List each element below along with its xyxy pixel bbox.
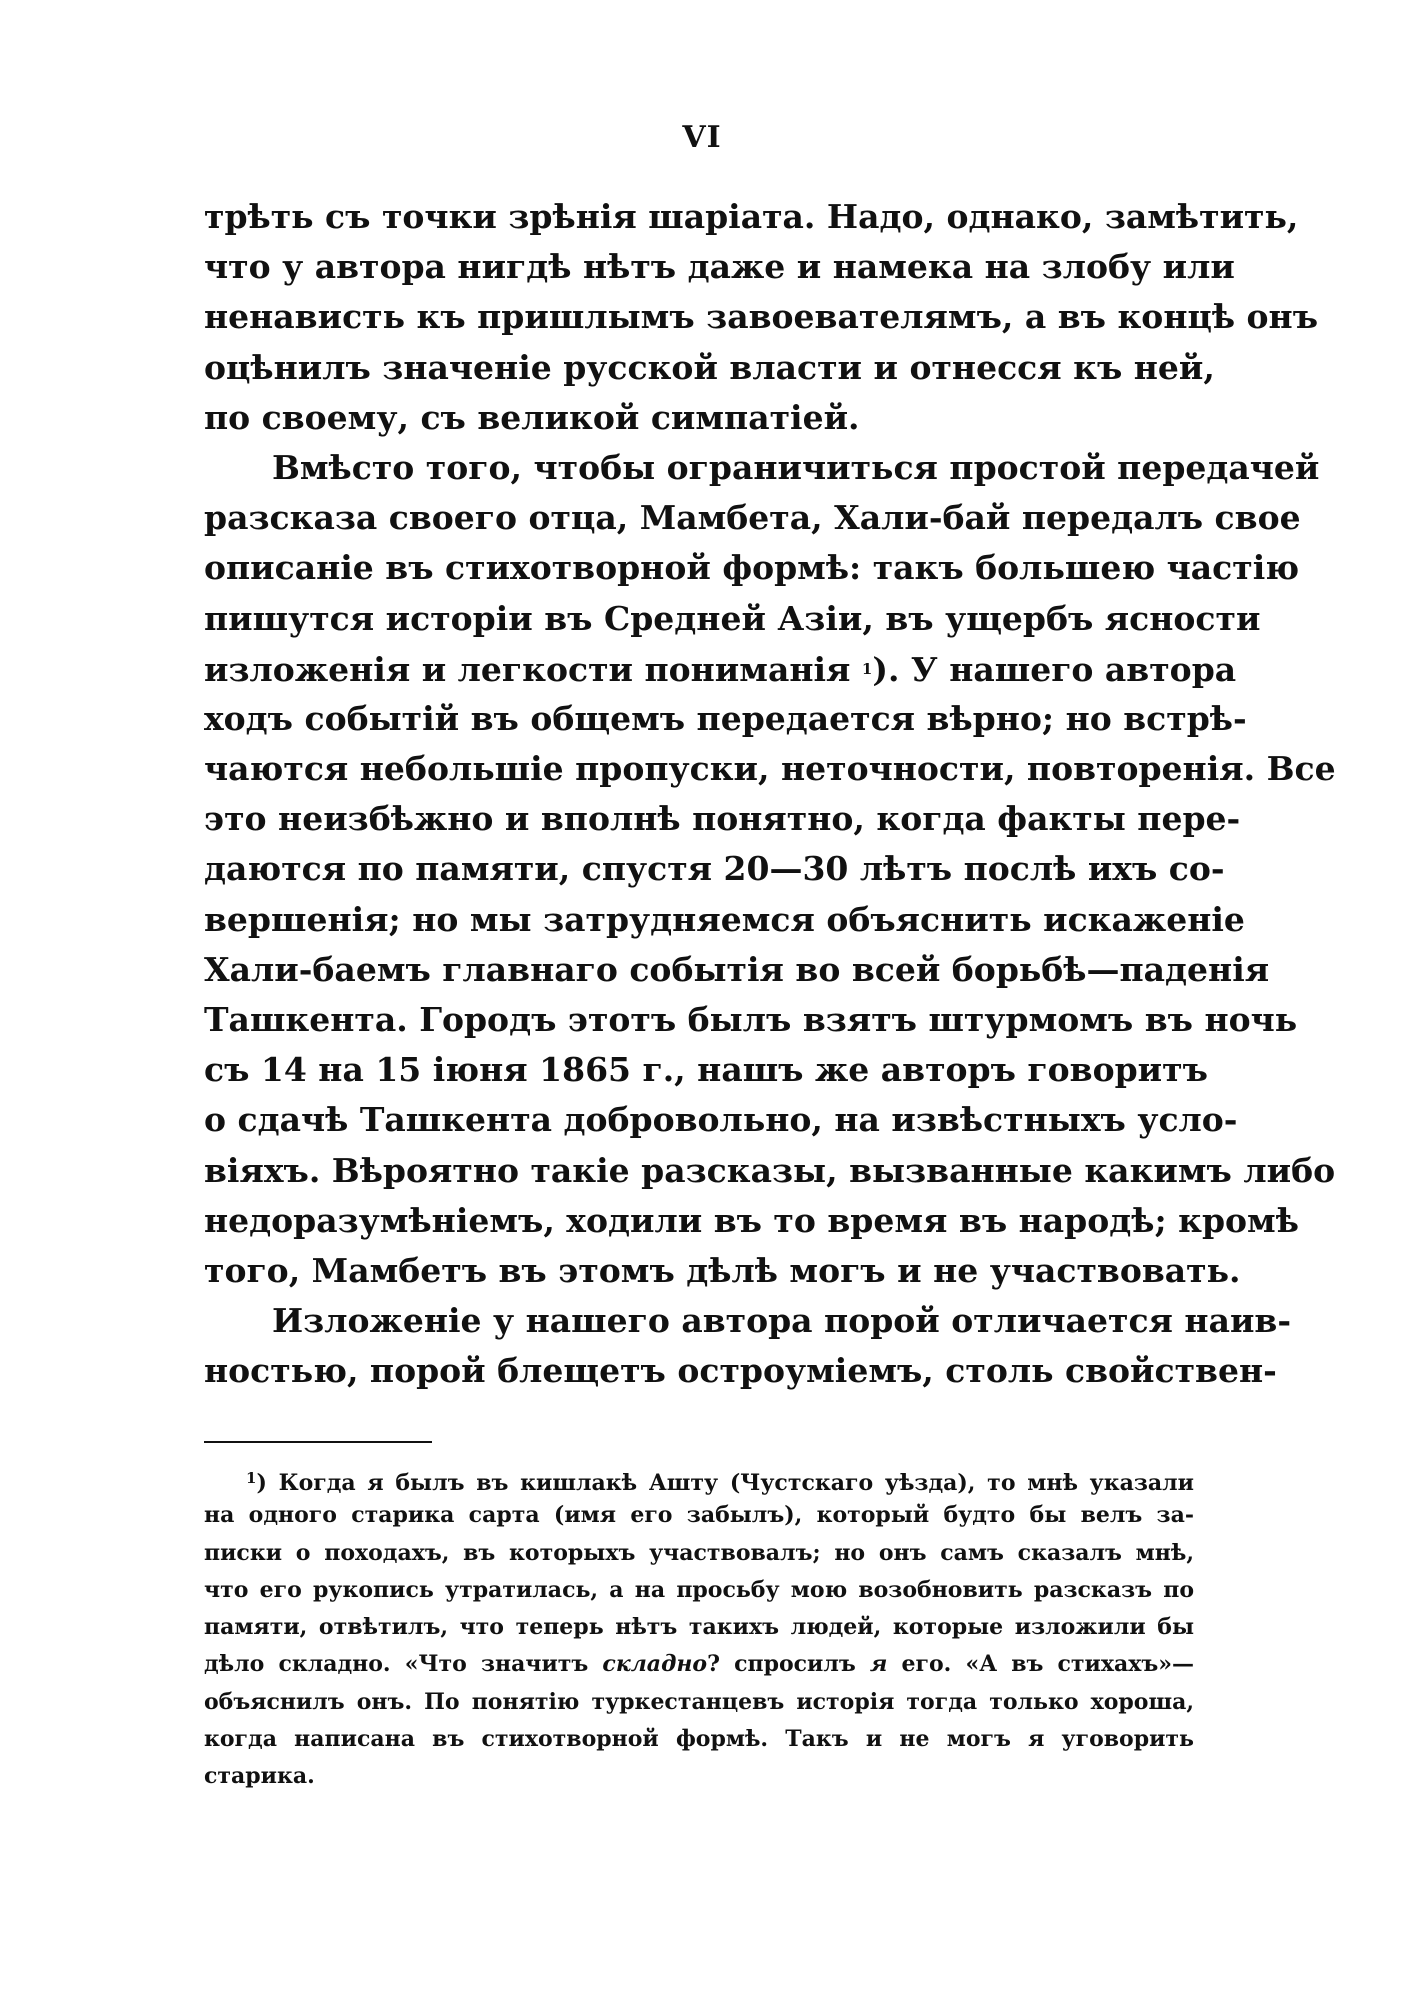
text-line: ненависть къ пришлымъ завоевателямъ, а въ концѣ онъ xyxy=(204,297,1319,337)
text-line: пишутся исторіи въ Средней Азіи, въ ущербъ ясности xyxy=(204,598,1261,638)
text-line: о сдачѣ Ташкента добровольно, на извѣстныхъ усло- xyxy=(204,1100,1238,1140)
text-line: чаются небольшіе пропуски, неточности, повторенія. Все xyxy=(204,749,1336,789)
footnote-reference: 1 xyxy=(861,659,873,678)
footnote-line xyxy=(204,1460,1194,1497)
text-line: трѣть съ точки зрѣнія шаріата. Надо, однако, замѣтить, xyxy=(204,197,1299,236)
text-line: разсказа своего отца, Мамбета, Хали-бай передалъ свое xyxy=(204,498,1301,538)
footnote-separator xyxy=(204,1441,432,1443)
italic-text: я xyxy=(869,1651,888,1678)
text-line: это неизбѣжно и вполнѣ понятно, когда факты пере- xyxy=(204,799,1241,839)
text-line: описаніе въ стихотворной формѣ: такъ большею частію xyxy=(204,548,1300,588)
text-line: по своему, съ великой симпатіей. xyxy=(204,397,860,437)
text-line: съ 14 на 15 іюня 1865 г., нашъ же авторъ говоритъ xyxy=(204,1050,1208,1090)
text-fragment: дѣло складно. «Что значитъ xyxy=(204,1651,603,1678)
main-text xyxy=(204,192,1336,1397)
text-line: оцѣнилъ значеніе русской власти и отнесся къ ней, xyxy=(204,347,1215,387)
footnote-line: писки о походахъ, въ которыхъ участвовалъ; но онъ самъ сказалъ мнѣ, xyxy=(204,1539,1194,1566)
text-fragment: изложенія и легкости пониманія xyxy=(204,649,851,689)
text-fragment: ). У нашего автора xyxy=(872,649,1237,689)
text-line: вершенія; но мы затрудняемся объяснить искаженіе xyxy=(204,899,1245,939)
text-fragment: ) Когда я былъ въ кишлакѣ Ашту (Чустскаго уѣзда), то мнѣ указали xyxy=(256,1470,1194,1496)
text-line: ходъ событій въ общемъ передается вѣрно; но встрѣ- xyxy=(204,698,1247,738)
text-line: ностью, порой блещетъ остроуміемъ, столь свойствен- xyxy=(204,1351,1277,1391)
italic-text: складно xyxy=(602,1651,708,1678)
footnote-line: объяснилъ онъ. По понятію туркестанцевъ исторія тогда только хороша, xyxy=(204,1688,1194,1715)
text-line: даются по памяти, спустя 20—30 лѣтъ послѣ ихъ со- xyxy=(204,849,1225,889)
text-line: недоразумѣніемъ, ходили въ то время въ народѣ; кромѣ xyxy=(204,1200,1299,1240)
footnote-marker: 1 xyxy=(246,1469,257,1487)
footnote-line: что его рукопись утратилась, а на просьбу мою возобновить разсказъ по xyxy=(204,1576,1194,1603)
footnote xyxy=(204,1460,1194,1796)
footnote-line: старика. xyxy=(204,1763,315,1790)
footnote-line: памяти, отвѣтилъ, что теперь нѣтъ такихъ людей, которые изложили бы xyxy=(204,1614,1194,1641)
text-line: того, Мамбетъ въ этомъ дѣлѣ могъ и не участвовать. xyxy=(204,1250,1241,1290)
text-fragment: ? спросилъ xyxy=(707,1651,870,1678)
text-line: что у автора нигдѣ нѣтъ даже и намека на злобу или xyxy=(204,247,1235,287)
footnote-line: когда написана въ стихотворной формѣ. Такъ и не могъ я уговорить xyxy=(204,1726,1194,1753)
footnote-line xyxy=(204,1646,1194,1683)
footnote-line: на одного старика сарта (имя его забылъ), который будто бы велъ за- xyxy=(204,1502,1194,1529)
text-line: Изложеніе у нашего автора порой отличается наив- xyxy=(272,1301,1292,1341)
text-line xyxy=(204,644,1237,694)
text-line: Хали-баемъ главнаго событія во всей борьбѣ—паденія xyxy=(204,949,1270,989)
page-number: VI xyxy=(682,120,722,155)
text-fragment: его. «А въ стихахъ»— xyxy=(887,1651,1194,1678)
text-line: Вмѣсто того, чтобы ограничиться простой передачей xyxy=(272,447,1320,487)
text-line: Ташкента. Городъ этотъ былъ взятъ штурмомъ въ ночь xyxy=(204,1000,1298,1039)
text-line: віяхъ. Вѣроятно такіе разсказы, вызванные какимъ либо xyxy=(204,1150,1336,1190)
